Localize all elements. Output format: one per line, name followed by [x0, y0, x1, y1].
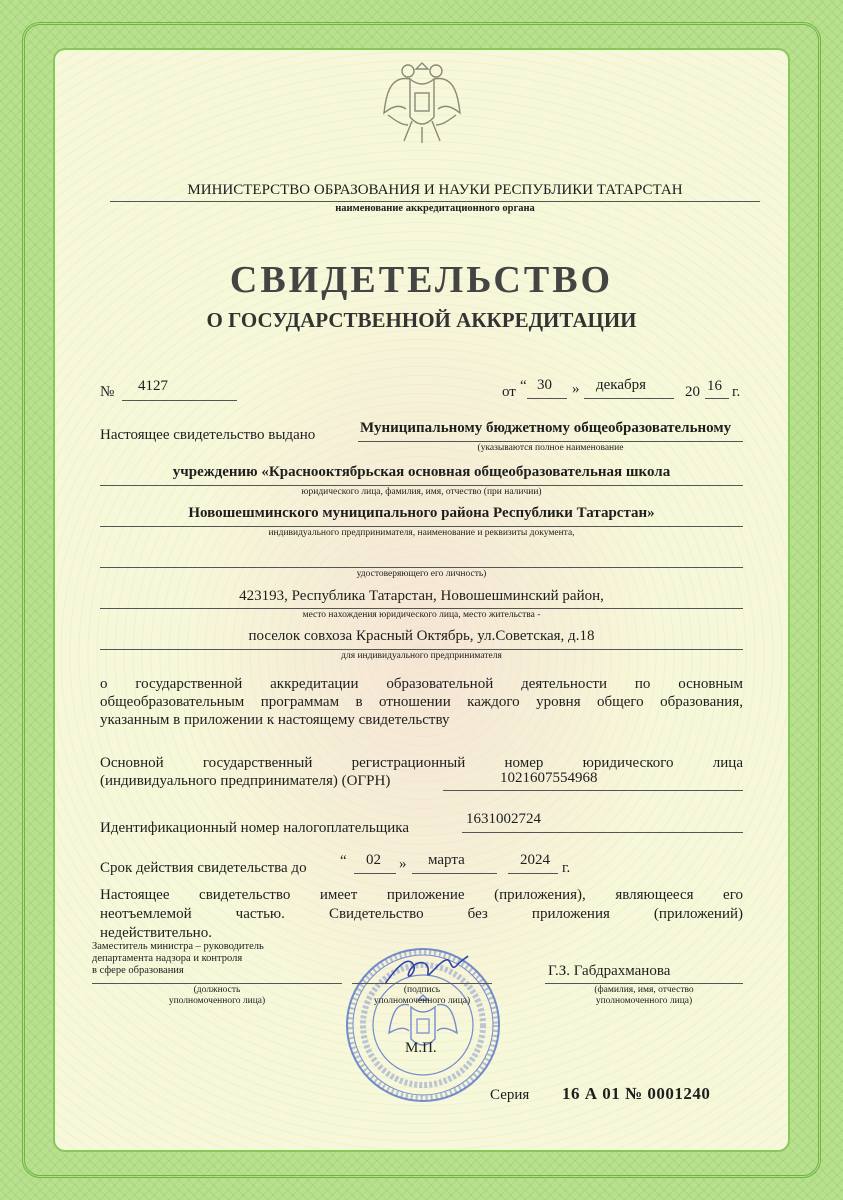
inn-value: 1631002724 — [466, 811, 541, 827]
seal-place-label: М.П. — [405, 1040, 437, 1056]
appendix-line-3: недействительно. — [100, 925, 212, 941]
holder-line-1: Муниципальному бюджетному общеобразовательному — [360, 420, 732, 436]
validity-year: 2024 — [520, 852, 550, 868]
accreditation-line-2: общеобразовательным программам в отношении каждого уровня общего образования, — [100, 694, 743, 710]
address-caption-1: место нахождения юридического лица, место жительства - — [302, 610, 541, 620]
caption-signature: (подпись уполномоченного лица) — [373, 985, 471, 1006]
series-number: 16 А 01 № 0001240 — [562, 1084, 711, 1103]
appendix-line-1: Настоящее свидетельство имеет приложение (приложения), являющееся его — [100, 887, 743, 903]
caption-position: (должность уполномоченного лица) — [168, 985, 266, 1006]
accreditation-line-1: о государственной аккредитации образовательной деятельности по основным — [100, 676, 743, 692]
accreditation-line-3: указанным в приложении к настоящему свидетельству — [100, 712, 450, 728]
series-label: Серия — [490, 1087, 530, 1103]
certificate-title: СВИДЕТЕЛЬСТВО — [229, 259, 614, 301]
validity-month: марта — [428, 852, 465, 868]
holder-line-2: учреждению «Краснооктябрьская основная общеобразовательная школа — [172, 464, 671, 480]
holder-caption-2: юридического лица, фамилия, имя, отчество (при наличии) — [301, 487, 542, 497]
ogrn-value: 1021607554968 — [500, 770, 598, 786]
number-label: № — [100, 384, 115, 400]
caption-name: (фамилия, имя, отчество уполномоченного лица) — [594, 985, 694, 1006]
ministry-caption: наименование аккредитационного органа — [335, 203, 535, 214]
holder-line-3: Новошешминского муниципального района Республики Татарстан» — [188, 505, 655, 521]
coat-of-arms-emblem — [380, 55, 464, 145]
certificate-page: МИНИСТЕРСТВО ОБРАЗОВАНИЯ И НАУКИ РЕСПУБЛИКИ ТАТАРСТАН наименование аккредитационного органа СВИДЕТЕЛЬСТВО О ГОСУДАРСТВЕННОЙ АККРЕДИТАЦИИ № 4127 от “ 30 » декабря 20 16 г. Настоящее свидетельство выдано Муниципальному бюджетному общеобразовательному (указываются полное наименование учреждению «Краснооктябрьская основная общеобразовательная школа юридического лица, фамилия, имя, отчество (при наличии) Новошешминского муниципального района Республики Татарстан» индивидуального предпринимателя, наименование и реквизиты документа, удостоверяющего его личность) 423193, Республика Татарстан, Новошешминский район, место нахождения юридического лица, место жительства - поселок совхоза Красный Октябрь, ул.Советская, д.18 для индивидуального предпринимателя о государственной аккредитации образовательной деятельности по основным общеобразовательным программам в отношении каждого уровня общего образования, указанным в приложении к настоящему свидетельству Основной государственный регистрационный номер юридического лица (индивидуального предпринимателя) (ОГРН) 1021607554968 Идентификационный номер налогоплательщика 1631002724 Срок действия свидетельства до “ 02 » марта 2024 г. Настоящее свидетельство имеет приложение (приложения), являющееся его неотъемлемой частью. Свидетельство без приложения (приложений) недействительно. Заместитель министра – руководитель департамента надзора и контроля в сфере образования (должность уполномоченного лица) (подпись уполномоченного лица) Г.З. Габдрахманова (фамилия, имя, отчество уполномоченного лица) М.П. Серия 16 А 01 № 0001240 — [0, 0, 843, 1200]
signer-name: Г.З. Габдрахманова — [548, 963, 671, 979]
date-century: 20 — [685, 384, 700, 400]
address-line-1: 423193, Республика Татарстан, Новошешминский район, — [239, 588, 604, 604]
ogrn-line-2: (индивидуального предпринимателя) (ОГРН) — [100, 773, 391, 789]
date-from-label: от — [502, 384, 516, 400]
certificate-subtitle: О ГОСУДАРСТВЕННОЙ АККРЕДИТАЦИИ — [206, 308, 637, 332]
date-month: декабря — [596, 377, 647, 393]
holder-caption-4: удостоверяющего его личность) — [356, 569, 487, 579]
holder-caption-1: (указываются полное наименование — [477, 443, 624, 453]
issued-label: Настоящее свидетельство выдано — [100, 427, 316, 443]
inn-label: Идентификационный номер налогоплательщика — [100, 820, 410, 836]
validity-day: 02 — [366, 852, 381, 868]
validity-label: Срок действия свидетельства до — [100, 860, 307, 876]
address-line-2: поселок совхоза Красный Октябрь, ул.Советская, д.18 — [248, 628, 595, 644]
appendix-line-2: неотъемлемой частью. Свидетельство без приложения (приложений) — [100, 906, 743, 922]
holder-caption-3: индивидуального предпринимателя, наименование и реквизиты документа, — [268, 528, 575, 538]
date-day: 30 — [537, 377, 552, 393]
address-caption-2: для индивидуального предпринимателя — [341, 651, 502, 661]
certificate-number: 4127 — [138, 378, 168, 394]
signer-position: Заместитель министра – руководитель департамента надзора и контроля в сфере образования — [92, 941, 264, 976]
date-year: 16 — [707, 378, 722, 394]
ministry-name: МИНИСТЕРСТВО ОБРАЗОВАНИЯ И НАУКИ РЕСПУБЛИКИ ТАТАРСТАН — [187, 182, 683, 198]
ogrn-line-1: Основной государственный регистрационный номер юридического лица — [100, 755, 743, 771]
